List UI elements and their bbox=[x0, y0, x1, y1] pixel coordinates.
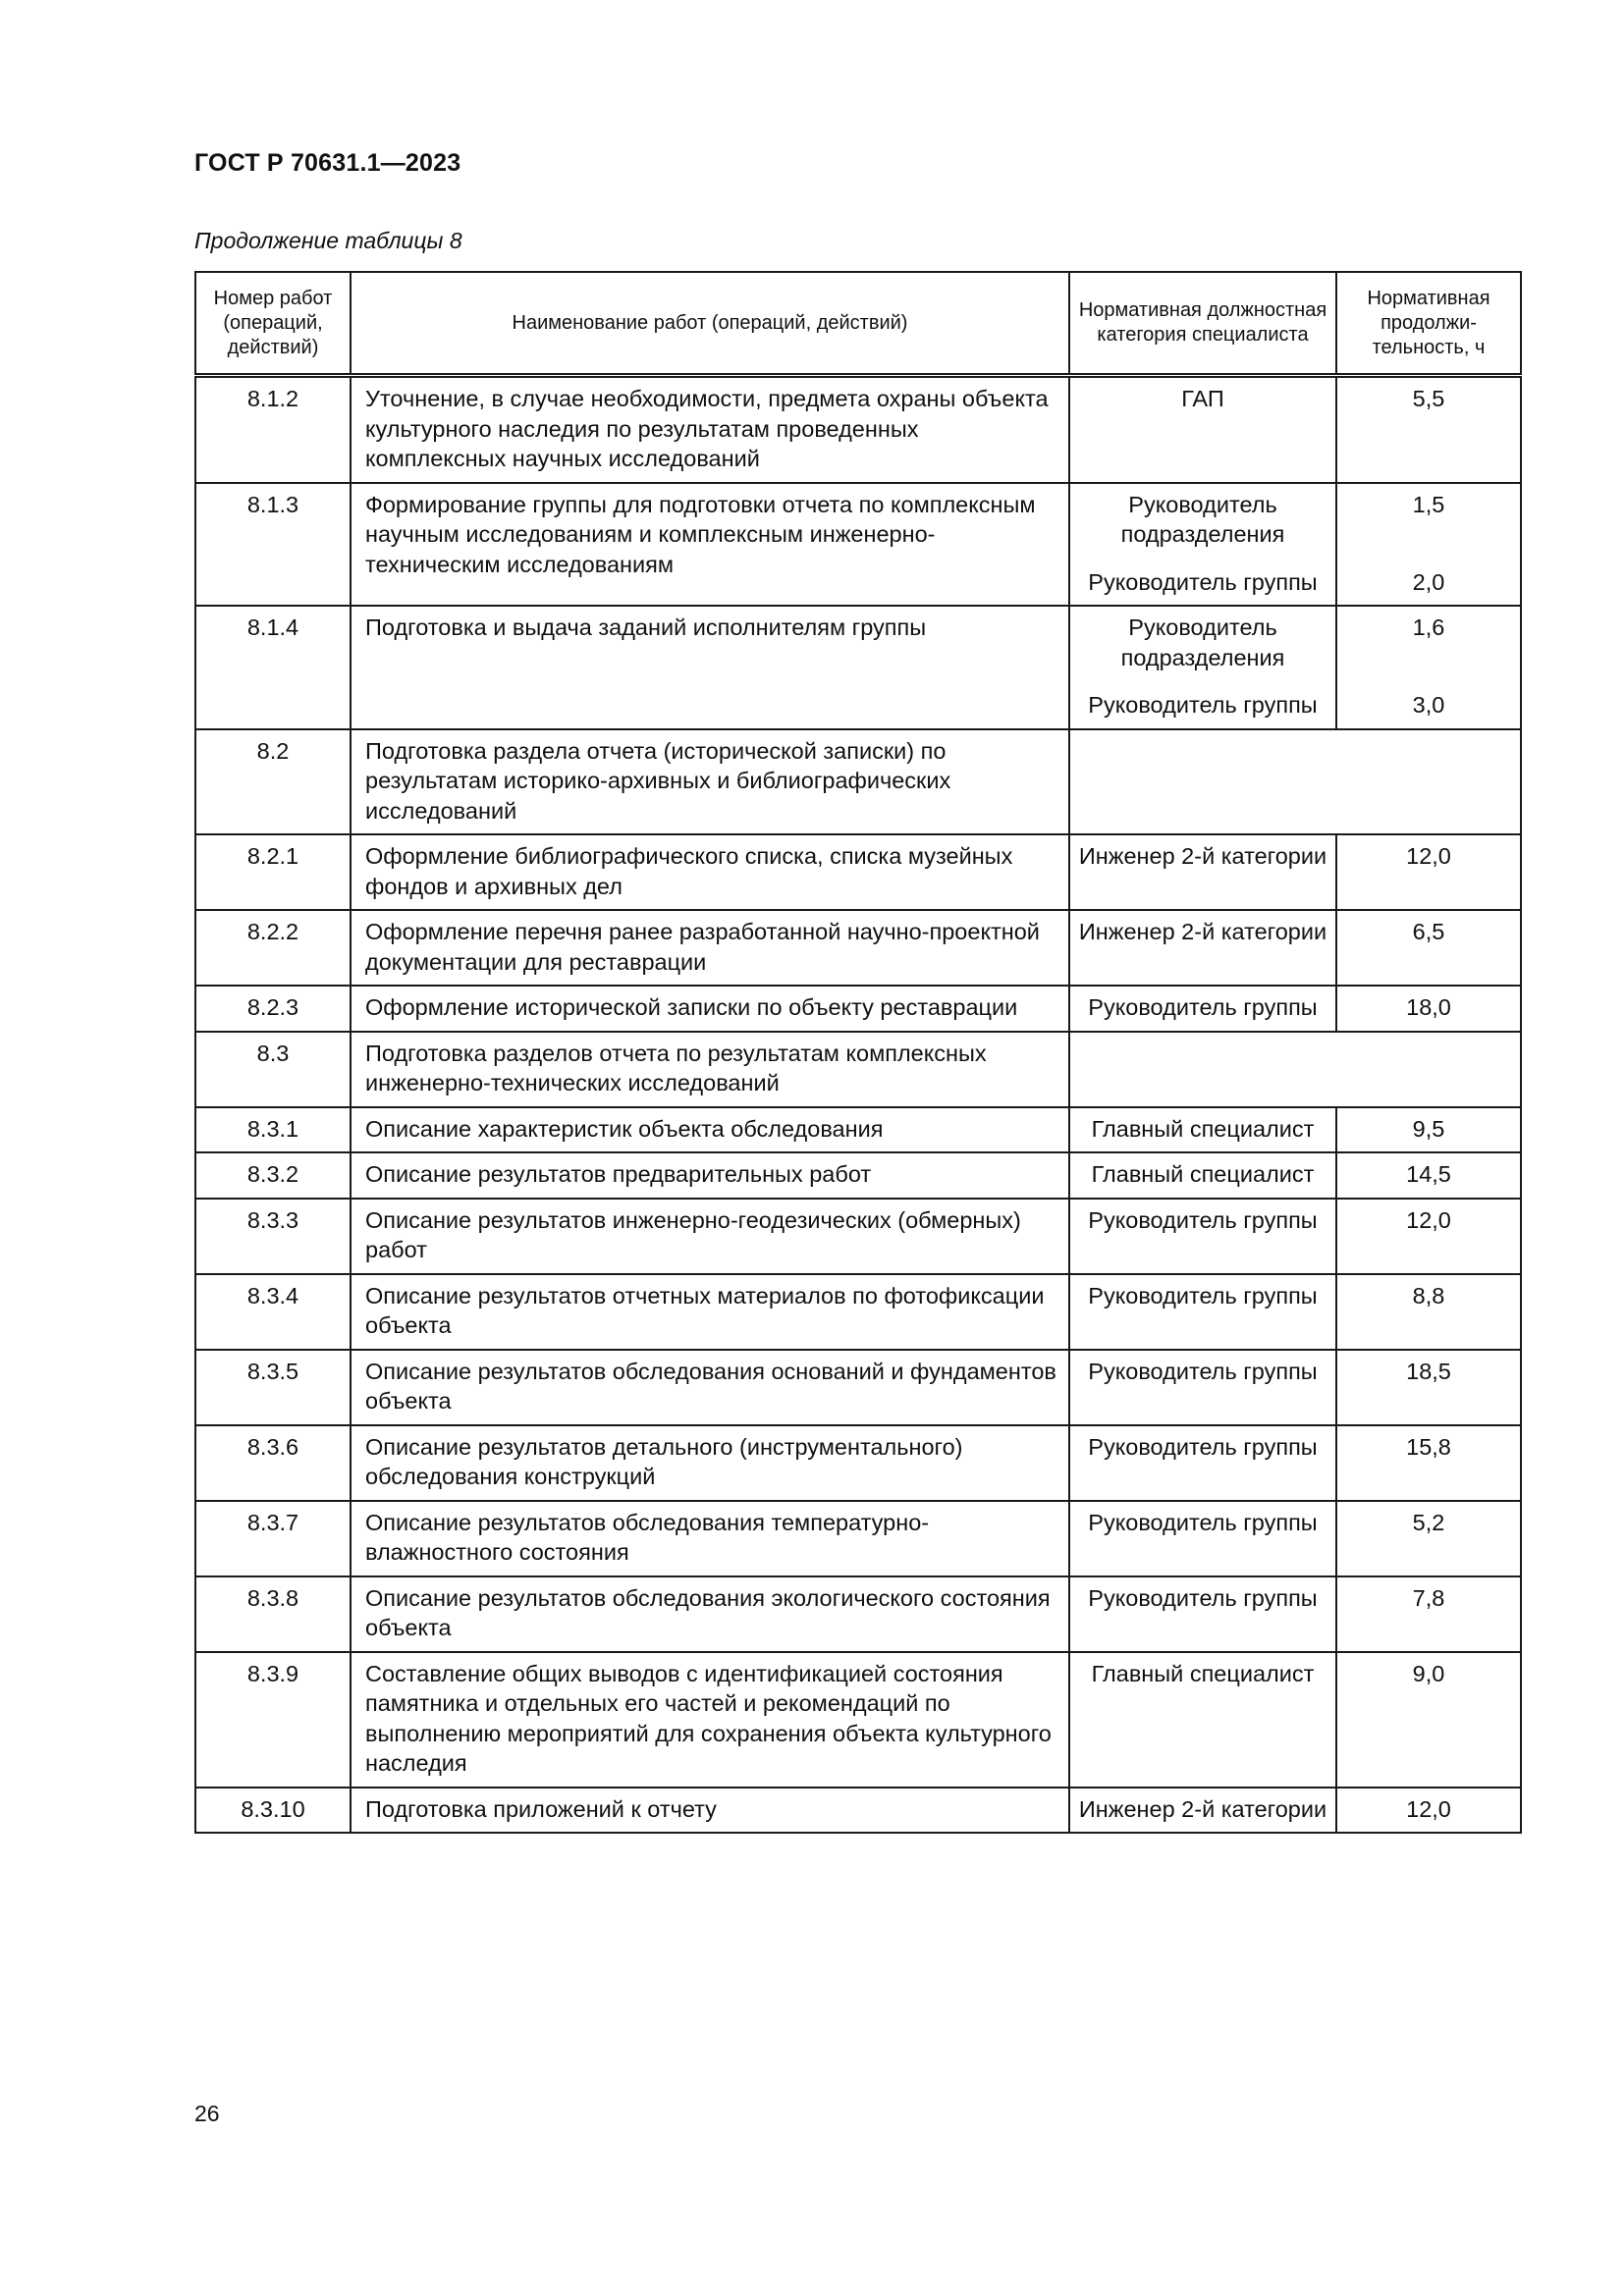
duration-hours bbox=[1336, 1576, 1521, 1652]
work-name: Описание результатов обследования оснований и фундаментов объекта bbox=[351, 1350, 1069, 1425]
specialist-category bbox=[1069, 1425, 1336, 1501]
duration-value: 6,5 bbox=[1412, 919, 1445, 944]
work-name: Подготовка приложений к отчету bbox=[351, 1788, 1069, 1834]
table-row bbox=[195, 910, 1521, 986]
specialist-category bbox=[1069, 376, 1336, 483]
category-value: Руководитель группы bbox=[1088, 568, 1318, 595]
work-name: Составление общих выводов с идентификацией состояния памятника и отдельных его частей и рекомендаций по выполнению мероприятий для сохранения объекта культурного наследия bbox=[351, 1652, 1069, 1788]
duration-value: 18,5 bbox=[1406, 1358, 1451, 1384]
duration-hours bbox=[1336, 1152, 1521, 1199]
duration-hours bbox=[1336, 606, 1521, 729]
duration-value: 5,5 bbox=[1412, 386, 1445, 411]
table-section-row bbox=[195, 729, 1521, 835]
specialist-category bbox=[1069, 1199, 1336, 1274]
specialist-category bbox=[1069, 910, 1336, 986]
work-name: Описание характеристик объекта обследования bbox=[351, 1107, 1069, 1153]
duration-hours bbox=[1336, 834, 1521, 910]
duration-value: 1,6 bbox=[1412, 614, 1445, 640]
duration-hours bbox=[1336, 986, 1521, 1032]
table-row bbox=[195, 1652, 1521, 1788]
column-header-category: Нормативная должностная категория специалиста bbox=[1069, 272, 1336, 376]
table-row bbox=[195, 1152, 1521, 1199]
work-number: 8.3.4 bbox=[195, 1274, 351, 1350]
duration-value: 2,0 bbox=[1412, 568, 1445, 595]
category-value: Руководитель группы bbox=[1088, 1282, 1318, 1308]
duration-value: 8,8 bbox=[1412, 1282, 1445, 1308]
table-row bbox=[195, 1425, 1521, 1501]
table-section-row bbox=[195, 1032, 1521, 1107]
work-number: 8.3.7 bbox=[195, 1501, 351, 1576]
category-value: Инженер 2-й категории bbox=[1078, 843, 1327, 869]
specialist-category bbox=[1069, 834, 1336, 910]
specialist-category bbox=[1069, 1788, 1336, 1834]
table-row bbox=[195, 1274, 1521, 1350]
category-value: ГАП bbox=[1181, 386, 1224, 411]
norms-table bbox=[194, 271, 1522, 1834]
category-value: Руководитель подразделения bbox=[1120, 491, 1285, 547]
duration-hours bbox=[1336, 1107, 1521, 1153]
duration-hours bbox=[1336, 1199, 1521, 1274]
table-row bbox=[195, 1576, 1521, 1652]
duration-hours bbox=[1336, 1274, 1521, 1350]
table-row bbox=[195, 1107, 1521, 1153]
duration-hours bbox=[1336, 910, 1521, 986]
duration-value: 12,0 bbox=[1406, 843, 1451, 869]
category-value: Инженер 2-й категории bbox=[1078, 1795, 1327, 1822]
work-number: 8.3.10 bbox=[195, 1788, 351, 1834]
duration-hours bbox=[1336, 1501, 1521, 1576]
work-name: Подготовка раздела отчета (исторической записки) по результатам историко-архивных и библиографических исследований bbox=[351, 729, 1069, 835]
specialist-category bbox=[1069, 1576, 1336, 1652]
work-number: 8.3.5 bbox=[195, 1350, 351, 1425]
work-number: 8.3.9 bbox=[195, 1652, 351, 1788]
table-header-row bbox=[195, 272, 1521, 376]
empty-merged-cell bbox=[1069, 1032, 1521, 1107]
duration-value: 18,0 bbox=[1406, 994, 1451, 1020]
category-value: Руководитель подразделения bbox=[1120, 614, 1285, 670]
specialist-category bbox=[1069, 1107, 1336, 1153]
specialist-category bbox=[1069, 1652, 1336, 1788]
work-number: 8.3.1 bbox=[195, 1107, 351, 1153]
category-value: Руководитель группы bbox=[1088, 1433, 1318, 1460]
specialist-category bbox=[1069, 606, 1336, 729]
page-number: 26 bbox=[194, 2101, 220, 2126]
category-value: Руководитель группы bbox=[1088, 1206, 1318, 1233]
column-header-duration: Нормативная продолжи-тельность, ч bbox=[1336, 272, 1521, 376]
specialist-category bbox=[1069, 1501, 1336, 1576]
work-number: 8.3.8 bbox=[195, 1576, 351, 1652]
duration-value: 7,8 bbox=[1412, 1584, 1445, 1611]
duration-value: 3,0 bbox=[1412, 692, 1445, 718]
category-value: Главный специалист bbox=[1091, 1660, 1315, 1686]
category-value: Инженер 2-й категории bbox=[1078, 919, 1327, 944]
document-id-header: ГОСТ Р 70631.1—2023 bbox=[194, 149, 461, 177]
category-value: Руководитель группы bbox=[1088, 1584, 1318, 1611]
table-row bbox=[195, 1199, 1521, 1274]
duration-value: 1,5 bbox=[1412, 491, 1445, 517]
table-row bbox=[195, 376, 1521, 483]
work-name: Подготовка разделов отчета по результатам комплексных инженерно-технических исследований bbox=[351, 1032, 1069, 1107]
category-value: Руководитель группы bbox=[1088, 994, 1318, 1020]
work-number: 8.2.1 bbox=[195, 834, 351, 910]
category-value: Главный специалист bbox=[1091, 1115, 1315, 1142]
duration-hours bbox=[1336, 1425, 1521, 1501]
work-number: 8.3 bbox=[195, 1032, 351, 1107]
specialist-category bbox=[1069, 1350, 1336, 1425]
specialist-category bbox=[1069, 1274, 1336, 1350]
table-row bbox=[195, 834, 1521, 910]
duration-value: 9,0 bbox=[1412, 1660, 1445, 1686]
column-header-name: Наименование работ (операций, действий) bbox=[351, 272, 1069, 376]
work-name: Оформление перечня ранее разработанной научно-проектной документации для реставрации bbox=[351, 910, 1069, 986]
work-number: 8.1.3 bbox=[195, 483, 351, 607]
specialist-category bbox=[1069, 483, 1336, 607]
specialist-category bbox=[1069, 986, 1336, 1032]
duration-value: 12,0 bbox=[1406, 1795, 1451, 1822]
category-value: Главный специалист bbox=[1091, 1161, 1315, 1187]
duration-value: 14,5 bbox=[1406, 1161, 1451, 1187]
specialist-category bbox=[1069, 1152, 1336, 1199]
duration-value: 15,8 bbox=[1406, 1433, 1451, 1460]
table-row bbox=[195, 483, 1521, 607]
work-name: Уточнение, в случае необходимости, предмета охраны объекта культурного наследия по результатам проведенных комплексных научных исследований bbox=[351, 376, 1069, 483]
category-value: Руководитель группы bbox=[1088, 692, 1318, 718]
work-name: Оформление библиографического списка, списка музейных фондов и архивных дел bbox=[351, 834, 1069, 910]
table-row bbox=[195, 1501, 1521, 1576]
work-name: Описание результатов предварительных работ bbox=[351, 1152, 1069, 1199]
work-number: 8.2 bbox=[195, 729, 351, 835]
duration-hours bbox=[1336, 1652, 1521, 1788]
work-number: 8.3.2 bbox=[195, 1152, 351, 1199]
work-number: 8.3.6 bbox=[195, 1425, 351, 1501]
table-row bbox=[195, 606, 1521, 729]
category-value: Руководитель группы bbox=[1088, 1358, 1318, 1384]
work-number: 8.2.2 bbox=[195, 910, 351, 986]
work-name: Описание результатов обследования экологического состояния объекта bbox=[351, 1576, 1069, 1652]
work-name: Формирование группы для подготовки отчета по комплексным научным исследованиям и комплексным инженерно-техническим исследованиям bbox=[351, 483, 1069, 607]
table-row bbox=[195, 986, 1521, 1032]
work-name: Описание результатов детального (инструментального) обследования конструкций bbox=[351, 1425, 1069, 1501]
work-number: 8.3.3 bbox=[195, 1199, 351, 1274]
duration-hours bbox=[1336, 483, 1521, 607]
duration-value: 9,5 bbox=[1412, 1115, 1445, 1142]
duration-hours bbox=[1336, 1350, 1521, 1425]
work-name: Оформление исторической записки по объекту реставрации bbox=[351, 986, 1069, 1032]
work-name: Подготовка и выдача заданий исполнителям группы bbox=[351, 606, 1069, 729]
work-name: Описание результатов обследования температурно-влажностного состояния bbox=[351, 1501, 1069, 1576]
table-row bbox=[195, 1788, 1521, 1834]
duration-value: 5,2 bbox=[1412, 1509, 1445, 1535]
empty-merged-cell bbox=[1069, 729, 1521, 835]
duration-hours bbox=[1336, 376, 1521, 483]
duration-value: 12,0 bbox=[1406, 1206, 1451, 1233]
duration-hours bbox=[1336, 1788, 1521, 1834]
work-name: Описание результатов инженерно-геодезических (обмерных) работ bbox=[351, 1199, 1069, 1274]
category-value: Руководитель группы bbox=[1088, 1509, 1318, 1535]
column-header-number: Номер работ (операций, действий) bbox=[195, 272, 351, 376]
work-number: 8.1.2 bbox=[195, 376, 351, 483]
work-number: 8.2.3 bbox=[195, 986, 351, 1032]
work-name: Описание результатов отчетных материалов по фотофиксации объекта bbox=[351, 1274, 1069, 1350]
table-row bbox=[195, 1350, 1521, 1425]
table-caption: Продолжение таблицы 8 bbox=[194, 228, 462, 253]
work-number: 8.1.4 bbox=[195, 606, 351, 729]
